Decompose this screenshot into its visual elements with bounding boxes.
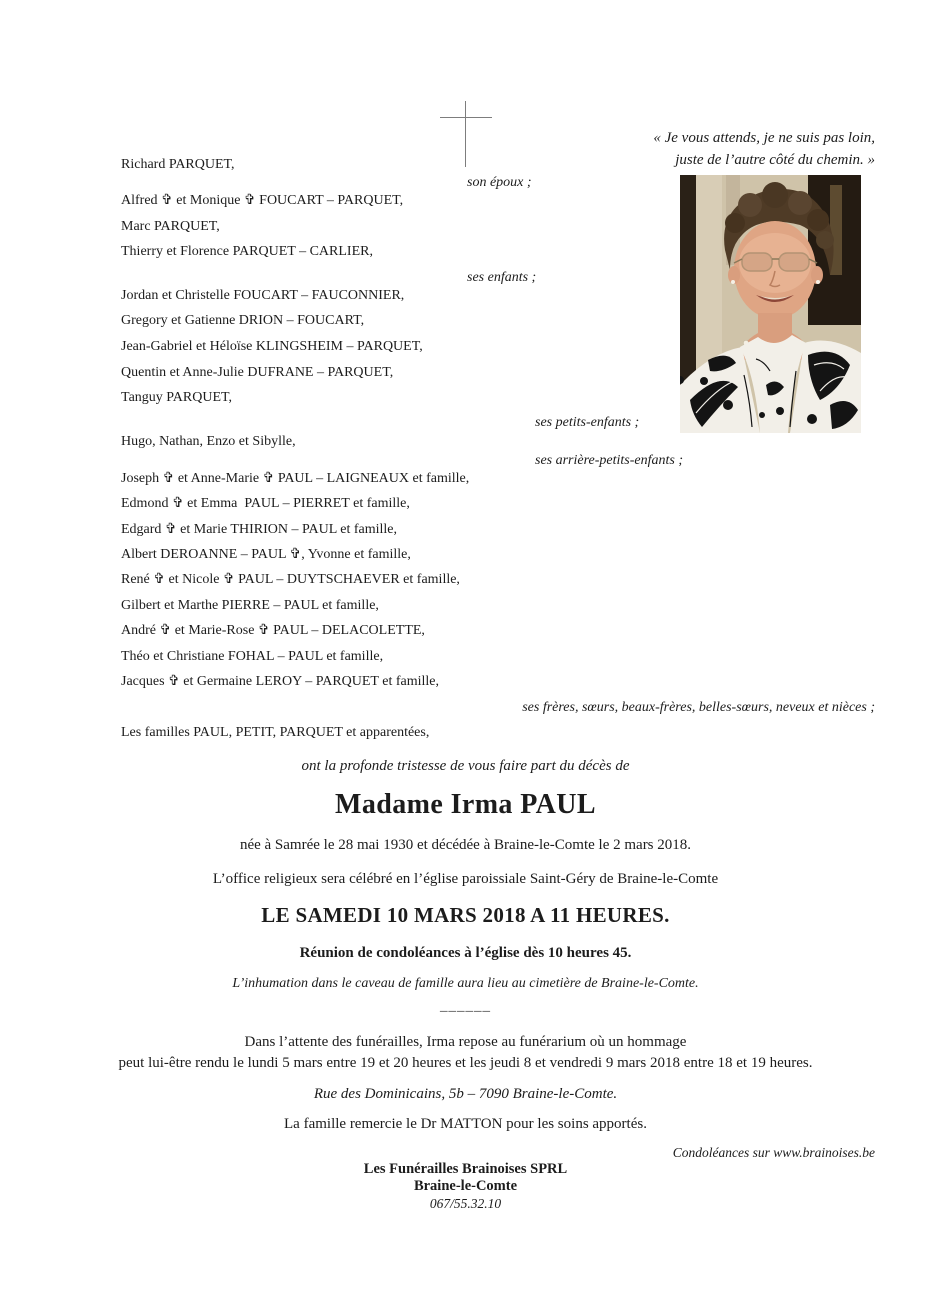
life-dates: née à Samrée le 28 mai 1930 et décédée à Braine-le-Comte le 2 mars 2018. <box>239 837 692 853</box>
announcement-intro: ont la profonde tristesse de vous faire part du décès de <box>301 758 630 774</box>
name-line-sibling: Jacques ✞ et Germaine LEROY – PARQUET et famille, <box>121 674 439 689</box>
name-line-child: Thierry et Florence PARQUET – CARLIER, <box>121 244 373 259</box>
thanks-doctor: La famille remercie le Dr MATTON pour les soins apportés. <box>284 1116 647 1132</box>
deceased-name: Madame Irma PAUL <box>335 789 596 820</box>
name-line-grandchild: Tanguy PARQUET, <box>121 390 233 405</box>
condolence-meeting: Réunion de condoléances à l’église dès 10 heures 45. <box>299 945 632 961</box>
name-line-grandchild: Jordan et Christelle FOUCART – FAUCONNIER, <box>121 288 405 303</box>
name-line-great-grandchild: Hugo, Nathan, Enzo et Sibylle, <box>121 434 296 449</box>
relation-label-great-grandchildren: ses arrière-petits-enfants ; <box>535 453 684 468</box>
name-line-grandchild: Quentin et Anne-Julie DUFRANE – PARQUET, <box>121 365 394 380</box>
service-location: L’office religieux sera célébré en l’église paroissiale Saint-Géry de Braine-le-Comte <box>212 871 719 887</box>
relation-label-children: ses enfants ; <box>467 270 537 285</box>
funeral-home-city: Braine-le-Comte <box>413 1178 518 1194</box>
name-line-sibling: Edgard ✞ et Marie THIRION – PAUL et famille, <box>121 522 397 537</box>
name-line-sibling: René ✞ et Nicole ✞ PAUL – DUYTSCHAEVER et famille, <box>121 572 460 587</box>
name-line-grandchild: Gregory et Gatienne DRION – FOUCART, <box>121 313 365 328</box>
name-line-sibling: Albert DEROANNE – PAUL ✞, Yvonne et famille, <box>121 547 411 562</box>
name-line-sibling: Théo et Christiane FOHAL – PAUL et famille, <box>121 649 384 664</box>
name-line-child: Marc PARQUET, <box>121 219 220 234</box>
name-line-sibling: Edmond ✞ et Emma PAUL – PIERRET et famille, <box>121 496 410 511</box>
burial-info: L’inhumation dans le caveau de famille aura lieu au cimetière de Braine-le-Comte. <box>232 976 699 991</box>
section-divider: ______ <box>440 998 491 1014</box>
relation-label-siblings: ses frères, sœurs, beaux-frères, belles-sœurs, neveux et nièces ; <box>522 700 875 715</box>
quote-line-1: « Je vous attends, je ne suis pas loin, <box>653 130 875 146</box>
relation-label-spouse: son époux ; <box>467 175 532 190</box>
name-line-sibling: André ✞ et Marie-Rose ✞ PAUL – DELACOLETTE, <box>121 623 425 638</box>
name-line-families: Les familles PAUL, PETIT, PARQUET et apparentées, <box>121 725 430 740</box>
funeral-home-name: Les Funérailles Brainoises SPRL <box>363 1161 568 1177</box>
visitation-line-1: Dans l’attente des funérailles, Irma repose au funérarium où un hommage <box>244 1034 687 1050</box>
quote-line-2: juste de l’autre côté du chemin. » <box>675 152 875 168</box>
name-line-sibling: Joseph ✞ et Anne-Marie ✞ PAUL – LAIGNEAUX et famille, <box>121 471 470 486</box>
name-line-child: Alfred ✞ et Monique ✞ FOUCART – PARQUET, <box>121 193 404 208</box>
funeral-home-phone: 067/55.32.10 <box>429 1196 502 1211</box>
portrait-photo <box>680 175 861 433</box>
service-datetime: LE SAMEDI 10 MARS 2018 A 11 HEURES. <box>261 903 670 927</box>
funerarium-address: Rue des Dominicains, 5b – 7090 Braine-le-Comte. <box>313 1086 618 1102</box>
name-line-sibling: Gilbert et Marthe PIERRE – PAUL et famille, <box>121 598 379 613</box>
name-line-grandchild: Jean-Gabriel et Héloïse KLINGSHEIM – PARQUET, <box>121 339 423 354</box>
name-line-spouse: Richard PARQUET, <box>121 157 235 172</box>
visitation-line-2: peut lui-être rendu le lundi 5 mars entre 19 et 20 heures et les jeudi 8 et vendredi 9 mars 2018 entre 18 et 19 heures. <box>118 1055 813 1071</box>
relation-label-grandchildren: ses petits-enfants ; <box>535 415 640 430</box>
online-condolences: Condoléances sur www.brainoises.be <box>672 1145 875 1160</box>
